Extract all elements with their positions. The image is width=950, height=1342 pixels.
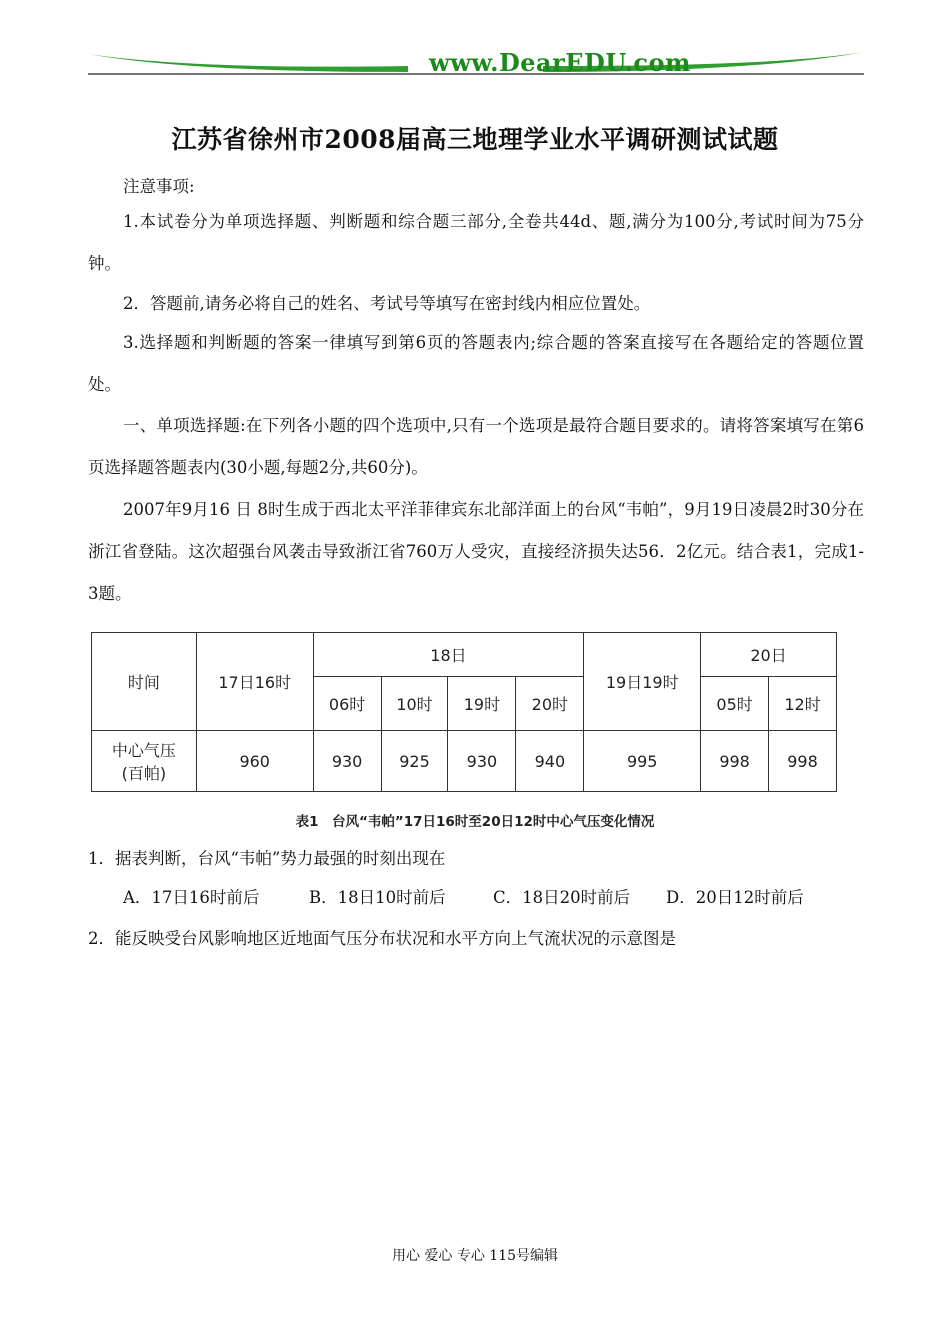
question-1-option-a: A．17日16时前后 <box>123 888 260 907</box>
note-item-1: 1.本试卷分为单项选择题、判断题和综合题三部分,全卷共44d、题,满分为100分,考试时间为75分钟。 <box>88 212 864 273</box>
table-caption: 表1 台风“韦帕”17日16时至20日12时中心气压变化情况 <box>295 814 655 830</box>
question-2-stem: 2．能反映受台风影响地区近地面气压分布状况和水平方向上气流状况的示意图是 <box>88 929 676 948</box>
page-title: 江苏省徐州市2008届高三地理学业水平调研测试试题 <box>171 125 779 154</box>
header-19d19h: 19日19时 <box>584 633 701 731</box>
header-18d-10h: 10时 <box>381 677 448 731</box>
pressure-label-line2: (百帕) <box>121 764 167 783</box>
value-cell: 930 <box>448 731 516 792</box>
value-cell: 930 <box>313 731 381 792</box>
section-1-instructions: 一、单项选择题:在下列各小题的四个选项中,只有一个选项是最符合题目要求的。请将答案填写在第6页选择题答题表内(30小题,每题2分,共60分)。 <box>88 416 864 477</box>
value-cell: 960 <box>196 731 313 792</box>
question-1-option-d: D．20日12时前后 <box>666 888 804 907</box>
row-label-pressure <box>92 731 197 792</box>
site-header <box>88 46 864 80</box>
value-cell: 998 <box>769 731 837 792</box>
header-20d-12h: 12时 <box>769 677 837 731</box>
page-footer: 用心 爱心 专心 115号编辑 <box>391 1248 559 1264</box>
header-18d-06h: 06时 <box>313 677 381 731</box>
site-brand-logo[interactable]: www.DearEDU.com <box>429 48 691 77</box>
question-1-option-c: C．18日20时前后 <box>493 888 631 907</box>
value-cell: 925 <box>381 731 448 792</box>
pressure-label-line1: 中心气压 <box>111 741 176 760</box>
question-1-stem: 1．据表判断，台风“韦帕”势力最强的时刻出现在 <box>88 849 446 868</box>
header-17d16h: 17日16时 <box>196 633 313 731</box>
value-cell: 995 <box>584 731 701 792</box>
value-cell: 940 <box>516 731 584 792</box>
value-cell: 998 <box>701 731 769 792</box>
header-18d-19h: 19时 <box>448 677 516 731</box>
notes-heading: 注意事项: <box>123 177 195 196</box>
header-18d-20h: 20时 <box>516 677 584 731</box>
note-item-3: 3.选择题和判断题的答案一律填写到第6页的答题表内;综合题的答案直接写在各题给定的答题位置处。 <box>88 333 864 394</box>
header-18d: 18日 <box>313 633 584 677</box>
note-item-2: 2．答题前,请务必将自己的姓名、考试号等填写在密封线内相应位置处。 <box>123 294 651 313</box>
header-time: 时间 <box>92 633 197 731</box>
typhoon-passage: 2007年9月16 日 8时生成于西北太平洋菲律宾东北部洋面上的台风“韦帕”，9月19日凌晨2时30分在浙江省登陆。这次超强台风袭击导致浙江省760万人受灾，直接经济损失达56．2亿元。结合表1，完成1-3题。 <box>88 500 864 603</box>
header-20d: 20日 <box>701 633 837 677</box>
question-1-option-b: B．18日10时前后 <box>309 888 446 907</box>
header-20d-05h: 05时 <box>701 677 769 731</box>
pressure-table <box>91 632 837 792</box>
